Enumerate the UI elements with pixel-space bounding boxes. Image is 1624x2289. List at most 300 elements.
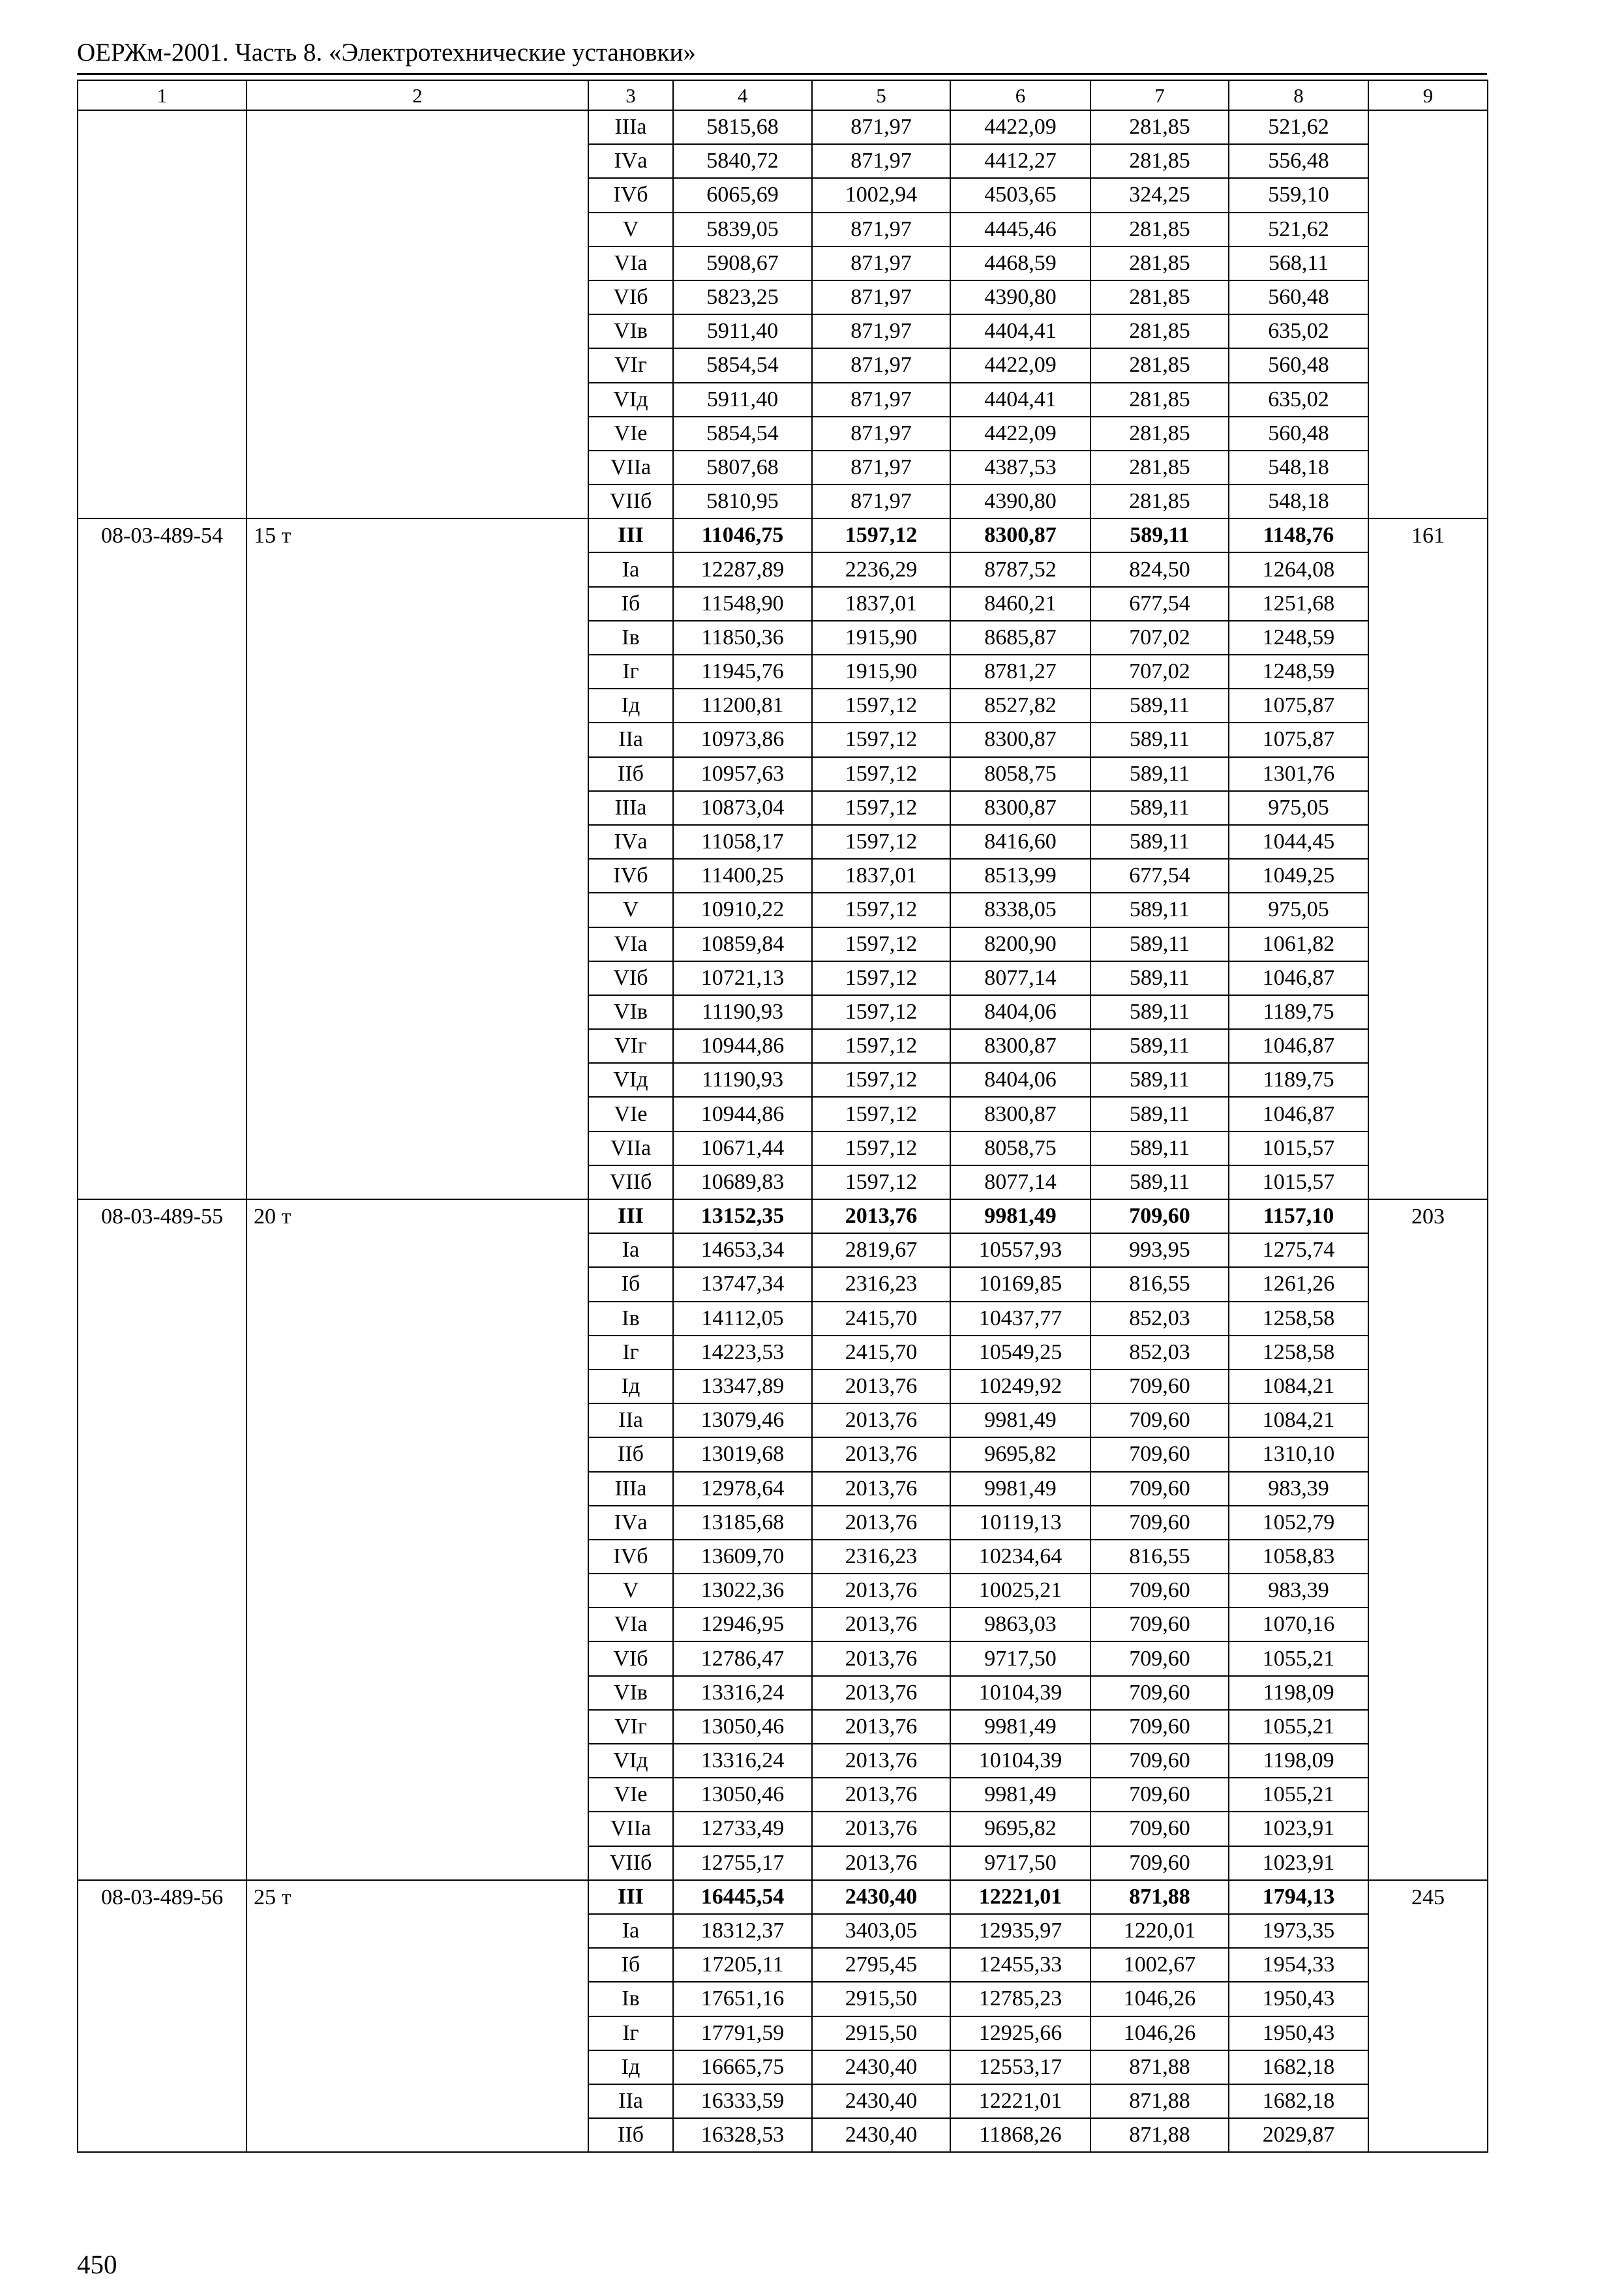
value-cell: 1046,87 bbox=[1229, 961, 1368, 995]
value-cell: 589,11 bbox=[1090, 893, 1229, 927]
value-cell: 1597,12 bbox=[812, 791, 950, 825]
table-row bbox=[78, 1199, 1488, 1233]
value-cell: 709,60 bbox=[1090, 1710, 1229, 1744]
value-cell: 2013,76 bbox=[812, 1778, 950, 1812]
value-cell: 975,05 bbox=[1229, 791, 1368, 825]
value-cell: 871,97 bbox=[812, 451, 950, 485]
value-cell: 5911,40 bbox=[673, 383, 812, 417]
value-cell: 9981,49 bbox=[950, 1403, 1090, 1437]
zone-cell: VIа bbox=[588, 247, 673, 280]
value-cell: 677,54 bbox=[1090, 587, 1229, 621]
zone-cell: IVа bbox=[588, 144, 673, 178]
value-cell: 871,88 bbox=[1090, 1880, 1229, 1914]
value-cell: 13079,46 bbox=[673, 1403, 812, 1437]
value-cell: 1015,57 bbox=[1229, 1165, 1368, 1199]
value-cell: 2013,76 bbox=[812, 1437, 950, 1471]
value-cell: 983,39 bbox=[1229, 1472, 1368, 1506]
value-cell: 11046,75 bbox=[673, 518, 812, 552]
value-cell: 677,54 bbox=[1090, 859, 1229, 893]
zone-cell: Iд bbox=[588, 1369, 673, 1403]
table-row bbox=[78, 110, 1488, 144]
value-cell: 4404,41 bbox=[950, 383, 1090, 417]
value-cell: 852,03 bbox=[1090, 1336, 1229, 1369]
value-cell: 2236,29 bbox=[812, 552, 950, 586]
value-cell: 871,97 bbox=[812, 314, 950, 348]
value-cell: 1002,94 bbox=[812, 178, 950, 212]
value-cell: 13050,46 bbox=[673, 1710, 812, 1744]
value-cell: 1837,01 bbox=[812, 587, 950, 621]
zone-cell: VIг bbox=[588, 348, 673, 382]
value-cell: 4404,41 bbox=[950, 314, 1090, 348]
value-cell: 281,85 bbox=[1090, 417, 1229, 451]
value-cell: 10249,92 bbox=[950, 1369, 1090, 1403]
value-cell: 1189,75 bbox=[1229, 995, 1368, 1029]
value-cell: 12755,17 bbox=[673, 1846, 812, 1880]
page-number: 450 bbox=[77, 2249, 117, 2279]
value-cell: 1597,12 bbox=[812, 1029, 950, 1063]
rate-spec-cell: 25 т bbox=[247, 1880, 588, 2153]
value-cell: 709,60 bbox=[1090, 1846, 1229, 1880]
value-cell: 14112,05 bbox=[673, 1302, 812, 1336]
value-cell: 1198,09 bbox=[1229, 1744, 1368, 1778]
value-cell: 1973,35 bbox=[1229, 1914, 1368, 1948]
zone-cell: IVб bbox=[588, 178, 673, 212]
value-cell: 1148,76 bbox=[1229, 518, 1368, 552]
value-cell: 556,48 bbox=[1229, 144, 1368, 178]
value-cell: 2013,76 bbox=[812, 1574, 950, 1608]
value-cell: 1597,12 bbox=[812, 757, 950, 791]
value-cell: 4387,53 bbox=[950, 451, 1090, 485]
value-cell: 12946,95 bbox=[673, 1608, 812, 1641]
value-cell: 1046,26 bbox=[1090, 1982, 1229, 2016]
value-cell: 2915,50 bbox=[812, 1982, 950, 2016]
value-cell: 12786,47 bbox=[673, 1641, 812, 1675]
header-rule bbox=[77, 73, 1487, 75]
value-cell: 709,60 bbox=[1090, 1199, 1229, 1233]
zone-cell: VIIа bbox=[588, 451, 673, 485]
value-cell: 4422,09 bbox=[950, 110, 1090, 144]
value-cell: 2013,76 bbox=[812, 1846, 950, 1880]
value-cell: 10549,25 bbox=[950, 1336, 1090, 1369]
value-cell: 281,85 bbox=[1090, 348, 1229, 382]
col9-cell: 203 bbox=[1368, 1199, 1488, 1880]
value-cell: 1258,58 bbox=[1229, 1336, 1368, 1369]
value-cell: 12287,89 bbox=[673, 552, 812, 586]
value-cell: 14223,53 bbox=[673, 1336, 812, 1369]
value-cell: 521,62 bbox=[1229, 213, 1368, 247]
value-cell: 871,97 bbox=[812, 110, 950, 144]
column-number-row bbox=[78, 80, 1488, 110]
value-cell: 2316,23 bbox=[812, 1267, 950, 1301]
value-cell: 2013,76 bbox=[812, 1369, 950, 1403]
value-cell: 2013,76 bbox=[812, 1608, 950, 1641]
value-cell: 1084,21 bbox=[1229, 1369, 1368, 1403]
zone-cell: IIа bbox=[588, 723, 673, 756]
value-cell: 589,11 bbox=[1090, 723, 1229, 756]
value-cell: 709,60 bbox=[1090, 1676, 1229, 1710]
value-cell: 8416,60 bbox=[950, 825, 1090, 859]
value-cell: 5807,68 bbox=[673, 451, 812, 485]
value-cell: 4390,80 bbox=[950, 485, 1090, 518]
zone-cell: VIд bbox=[588, 383, 673, 417]
zone-cell: VIе bbox=[588, 417, 673, 451]
value-cell: 16445,54 bbox=[673, 1880, 812, 1914]
value-cell: 1189,75 bbox=[1229, 1063, 1368, 1097]
value-cell: 1597,12 bbox=[812, 1097, 950, 1131]
value-cell: 2415,70 bbox=[812, 1336, 950, 1369]
value-cell: 2029,87 bbox=[1229, 2118, 1368, 2152]
zone-cell: IIа bbox=[588, 2084, 673, 2118]
value-cell: 8300,87 bbox=[950, 723, 1090, 756]
value-cell: 10671,44 bbox=[673, 1131, 812, 1165]
zone-cell: VIа bbox=[588, 927, 673, 961]
zone-cell: IIб bbox=[588, 2118, 673, 2152]
zone-cell: IVб bbox=[588, 859, 673, 893]
value-cell: 16328,53 bbox=[673, 2118, 812, 2152]
zone-cell: IVа bbox=[588, 1506, 673, 1540]
value-cell: 2430,40 bbox=[812, 1880, 950, 1914]
zone-cell: VIв bbox=[588, 314, 673, 348]
value-cell: 5911,40 bbox=[673, 314, 812, 348]
zone-cell: VIIа bbox=[588, 1812, 673, 1846]
value-cell: 16665,75 bbox=[673, 2050, 812, 2084]
zone-cell: IIIа bbox=[588, 791, 673, 825]
zone-cell: Iг bbox=[588, 655, 673, 689]
value-cell: 1055,21 bbox=[1229, 1641, 1368, 1675]
value-cell: 1597,12 bbox=[812, 995, 950, 1029]
value-cell: 4503,65 bbox=[950, 178, 1090, 212]
value-cell: 1084,21 bbox=[1229, 1403, 1368, 1437]
value-cell: 871,97 bbox=[812, 280, 950, 314]
value-cell: 2430,40 bbox=[812, 2050, 950, 2084]
value-cell: 13609,70 bbox=[673, 1540, 812, 1574]
value-cell: 1251,68 bbox=[1229, 587, 1368, 621]
value-cell: 1157,10 bbox=[1229, 1199, 1368, 1233]
value-cell: 2013,76 bbox=[812, 1403, 950, 1437]
value-cell: 8781,27 bbox=[950, 655, 1090, 689]
value-cell: 1258,58 bbox=[1229, 1302, 1368, 1336]
value-cell: 709,60 bbox=[1090, 1812, 1229, 1846]
value-cell: 1002,67 bbox=[1090, 1948, 1229, 1982]
zone-cell: III bbox=[588, 518, 673, 552]
zone-cell: IIIа bbox=[588, 1472, 673, 1506]
value-cell: 589,11 bbox=[1090, 1165, 1229, 1199]
value-cell: 568,11 bbox=[1229, 247, 1368, 280]
value-cell: 10119,13 bbox=[950, 1506, 1090, 1540]
value-cell: 559,10 bbox=[1229, 178, 1368, 212]
zone-cell: IIб bbox=[588, 757, 673, 791]
value-cell: 11190,93 bbox=[673, 1063, 812, 1097]
value-cell: 9981,49 bbox=[950, 1472, 1090, 1506]
value-cell: 589,11 bbox=[1090, 1063, 1229, 1097]
value-cell: 709,60 bbox=[1090, 1574, 1229, 1608]
value-cell: 10169,85 bbox=[950, 1267, 1090, 1301]
value-cell: 8404,06 bbox=[950, 1063, 1090, 1097]
value-cell: 17791,59 bbox=[673, 2016, 812, 2050]
value-cell: 8077,14 bbox=[950, 961, 1090, 995]
value-cell: 14653,34 bbox=[673, 1233, 812, 1267]
value-cell: 13050,46 bbox=[673, 1778, 812, 1812]
value-cell: 589,11 bbox=[1090, 961, 1229, 995]
value-cell: 589,11 bbox=[1090, 1131, 1229, 1165]
value-cell: 10689,83 bbox=[673, 1165, 812, 1199]
value-cell: 1075,87 bbox=[1229, 723, 1368, 756]
value-cell: 1954,33 bbox=[1229, 1948, 1368, 1982]
zone-cell: VIг bbox=[588, 1710, 673, 1744]
value-cell: 589,11 bbox=[1090, 757, 1229, 791]
value-cell: 10944,86 bbox=[673, 1097, 812, 1131]
value-cell: 871,88 bbox=[1090, 2050, 1229, 2084]
rates-table bbox=[77, 80, 1488, 2153]
value-cell: 1915,90 bbox=[812, 621, 950, 655]
value-cell: 10873,04 bbox=[673, 791, 812, 825]
rate-spec-cell bbox=[247, 110, 588, 518]
value-cell: 589,11 bbox=[1090, 689, 1229, 723]
value-cell: 5854,54 bbox=[673, 348, 812, 382]
value-cell: 1794,13 bbox=[1229, 1880, 1368, 1914]
value-cell: 1058,83 bbox=[1229, 1540, 1368, 1574]
value-cell: 709,60 bbox=[1090, 1472, 1229, 1506]
value-cell: 2013,76 bbox=[812, 1641, 950, 1675]
zone-cell: Iг bbox=[588, 2016, 673, 2050]
value-cell: 10025,21 bbox=[950, 1574, 1090, 1608]
value-cell: 11945,76 bbox=[673, 655, 812, 689]
value-cell: 871,97 bbox=[812, 417, 950, 451]
value-cell: 8300,87 bbox=[950, 518, 1090, 552]
value-cell: 11548,90 bbox=[673, 587, 812, 621]
value-cell: 13747,34 bbox=[673, 1267, 812, 1301]
rate-code-cell: 08-03-489-56 bbox=[78, 1880, 247, 2153]
zone-cell: IVа bbox=[588, 825, 673, 859]
zone-cell: VIб bbox=[588, 1641, 673, 1675]
value-cell: 10859,84 bbox=[673, 927, 812, 961]
rate-spec-cell: 15 т bbox=[247, 518, 588, 1199]
zone-cell: Iв bbox=[588, 1982, 673, 2016]
zone-cell: Iг bbox=[588, 1336, 673, 1369]
value-cell: 871,88 bbox=[1090, 2118, 1229, 2152]
zone-cell: Iв bbox=[588, 621, 673, 655]
value-cell: 852,03 bbox=[1090, 1302, 1229, 1336]
value-cell: 1597,12 bbox=[812, 723, 950, 756]
value-cell: 12733,49 bbox=[673, 1812, 812, 1846]
value-cell: 8685,87 bbox=[950, 621, 1090, 655]
value-cell: 11190,93 bbox=[673, 995, 812, 1029]
column-number: 6 bbox=[950, 80, 1090, 110]
value-cell: 993,95 bbox=[1090, 1233, 1229, 1267]
zone-cell: V bbox=[588, 893, 673, 927]
value-cell: 5839,05 bbox=[673, 213, 812, 247]
value-cell: 2316,23 bbox=[812, 1540, 950, 1574]
value-cell: 1046,26 bbox=[1090, 2016, 1229, 2050]
zone-cell: III bbox=[588, 1199, 673, 1233]
value-cell: 9695,82 bbox=[950, 1437, 1090, 1471]
value-cell: 1049,25 bbox=[1229, 859, 1368, 893]
value-cell: 12221,01 bbox=[950, 1880, 1090, 1914]
value-cell: 709,60 bbox=[1090, 1403, 1229, 1437]
value-cell: 589,11 bbox=[1090, 1029, 1229, 1063]
value-cell: 589,11 bbox=[1090, 518, 1229, 552]
value-cell: 1261,26 bbox=[1229, 1267, 1368, 1301]
value-cell: 13316,24 bbox=[673, 1676, 812, 1710]
value-cell: 9717,50 bbox=[950, 1641, 1090, 1675]
value-cell: 10234,64 bbox=[950, 1540, 1090, 1574]
value-cell: 1023,91 bbox=[1229, 1846, 1368, 1880]
value-cell: 5810,95 bbox=[673, 485, 812, 518]
table-row bbox=[78, 518, 1488, 552]
zone-cell: VIIб bbox=[588, 485, 673, 518]
zone-cell: VIв bbox=[588, 995, 673, 1029]
value-cell: 9717,50 bbox=[950, 1846, 1090, 1880]
value-cell: 871,97 bbox=[812, 247, 950, 280]
value-cell: 521,62 bbox=[1229, 110, 1368, 144]
value-cell: 11058,17 bbox=[673, 825, 812, 859]
value-cell: 6065,69 bbox=[673, 178, 812, 212]
value-cell: 2013,76 bbox=[812, 1744, 950, 1778]
value-cell: 5815,68 bbox=[673, 110, 812, 144]
value-cell: 1915,90 bbox=[812, 655, 950, 689]
value-cell: 17651,16 bbox=[673, 1982, 812, 2016]
value-cell: 13347,89 bbox=[673, 1369, 812, 1403]
zone-cell: VIд bbox=[588, 1744, 673, 1778]
value-cell: 10557,93 bbox=[950, 1233, 1090, 1267]
value-cell: 1950,43 bbox=[1229, 1982, 1368, 2016]
value-cell: 871,97 bbox=[812, 144, 950, 178]
value-cell: 281,85 bbox=[1090, 451, 1229, 485]
value-cell: 2795,45 bbox=[812, 1948, 950, 1982]
value-cell: 709,60 bbox=[1090, 1744, 1229, 1778]
value-cell: 548,18 bbox=[1229, 451, 1368, 485]
zone-cell: IIIа bbox=[588, 110, 673, 144]
value-cell: 2819,67 bbox=[812, 1233, 950, 1267]
page-header: ОЕРЖм-2001. Часть 8. «Электротехнические установки» bbox=[77, 38, 696, 67]
value-cell: 1061,82 bbox=[1229, 927, 1368, 961]
value-cell: 281,85 bbox=[1090, 314, 1229, 348]
value-cell: 2013,76 bbox=[812, 1199, 950, 1233]
value-cell: 8300,87 bbox=[950, 1097, 1090, 1131]
zone-cell: Iд bbox=[588, 2050, 673, 2084]
column-number: 5 bbox=[812, 80, 950, 110]
value-cell: 1950,43 bbox=[1229, 2016, 1368, 2050]
column-number: 8 bbox=[1229, 80, 1368, 110]
zone-cell: Iб bbox=[588, 1948, 673, 1982]
value-cell: 1597,12 bbox=[812, 825, 950, 859]
value-cell: 12978,64 bbox=[673, 1472, 812, 1506]
value-cell: 324,25 bbox=[1090, 178, 1229, 212]
value-cell: 10957,63 bbox=[673, 757, 812, 791]
value-cell: 12935,97 bbox=[950, 1914, 1090, 1948]
value-cell: 13316,24 bbox=[673, 1744, 812, 1778]
value-cell: 281,85 bbox=[1090, 144, 1229, 178]
value-cell: 1015,57 bbox=[1229, 1131, 1368, 1165]
value-cell: 709,60 bbox=[1090, 1608, 1229, 1641]
value-cell: 871,97 bbox=[812, 485, 950, 518]
value-cell: 2013,76 bbox=[812, 1710, 950, 1744]
value-cell: 12221,01 bbox=[950, 2084, 1090, 2118]
value-cell: 8338,05 bbox=[950, 893, 1090, 927]
value-cell: 8404,06 bbox=[950, 995, 1090, 1029]
value-cell: 9981,49 bbox=[950, 1199, 1090, 1233]
value-cell: 871,97 bbox=[812, 213, 950, 247]
value-cell: 9863,03 bbox=[950, 1608, 1090, 1641]
value-cell: 1837,01 bbox=[812, 859, 950, 893]
value-cell: 1055,21 bbox=[1229, 1778, 1368, 1812]
value-cell: 10944,86 bbox=[673, 1029, 812, 1063]
value-cell: 13185,68 bbox=[673, 1506, 812, 1540]
value-cell: 8300,87 bbox=[950, 791, 1090, 825]
value-cell: 4422,09 bbox=[950, 417, 1090, 451]
rate-code-cell: 08-03-489-54 bbox=[78, 518, 247, 1199]
value-cell: 1052,79 bbox=[1229, 1506, 1368, 1540]
zone-cell: VIIб bbox=[588, 1846, 673, 1880]
value-cell: 589,11 bbox=[1090, 1097, 1229, 1131]
value-cell: 4390,80 bbox=[950, 280, 1090, 314]
zone-cell: VIд bbox=[588, 1063, 673, 1097]
rate-spec-cell: 20 т bbox=[247, 1199, 588, 1880]
value-cell: 707,02 bbox=[1090, 621, 1229, 655]
value-cell: 9981,49 bbox=[950, 1710, 1090, 1744]
value-cell: 281,85 bbox=[1090, 247, 1229, 280]
value-cell: 18312,37 bbox=[673, 1914, 812, 1948]
value-cell: 8200,90 bbox=[950, 927, 1090, 961]
value-cell: 589,11 bbox=[1090, 927, 1229, 961]
value-cell: 13019,68 bbox=[673, 1437, 812, 1471]
value-cell: 2430,40 bbox=[812, 2118, 950, 2152]
value-cell: 10721,13 bbox=[673, 961, 812, 995]
value-cell: 709,60 bbox=[1090, 1778, 1229, 1812]
value-cell: 16333,59 bbox=[673, 2084, 812, 2118]
value-cell: 1301,76 bbox=[1229, 757, 1368, 791]
value-cell: 1597,12 bbox=[812, 689, 950, 723]
value-cell: 709,60 bbox=[1090, 1641, 1229, 1675]
value-cell: 1597,12 bbox=[812, 1063, 950, 1097]
value-cell: 8527,82 bbox=[950, 689, 1090, 723]
value-cell: 9981,49 bbox=[950, 1778, 1090, 1812]
value-cell: 635,02 bbox=[1229, 383, 1368, 417]
value-cell: 983,39 bbox=[1229, 1574, 1368, 1608]
value-cell: 1682,18 bbox=[1229, 2050, 1368, 2084]
column-number: 7 bbox=[1090, 80, 1229, 110]
value-cell: 8513,99 bbox=[950, 859, 1090, 893]
value-cell: 8058,75 bbox=[950, 1131, 1090, 1165]
zone-cell: VIIб bbox=[588, 1165, 673, 1199]
value-cell: 1597,12 bbox=[812, 518, 950, 552]
value-cell: 10973,86 bbox=[673, 723, 812, 756]
value-cell: 5840,72 bbox=[673, 144, 812, 178]
value-cell: 12553,17 bbox=[950, 2050, 1090, 2084]
value-cell: 10104,39 bbox=[950, 1744, 1090, 1778]
value-cell: 589,11 bbox=[1090, 791, 1229, 825]
value-cell: 1023,91 bbox=[1229, 1812, 1368, 1846]
value-cell: 2430,40 bbox=[812, 2084, 950, 2118]
value-cell: 871,88 bbox=[1090, 2084, 1229, 2118]
value-cell: 5854,54 bbox=[673, 417, 812, 451]
value-cell: 824,50 bbox=[1090, 552, 1229, 586]
value-cell: 707,02 bbox=[1090, 655, 1229, 689]
value-cell: 1264,08 bbox=[1229, 552, 1368, 586]
value-cell: 1248,59 bbox=[1229, 655, 1368, 689]
value-cell: 709,60 bbox=[1090, 1369, 1229, 1403]
value-cell: 1275,74 bbox=[1229, 1233, 1368, 1267]
value-cell: 1310,10 bbox=[1229, 1437, 1368, 1471]
value-cell: 560,48 bbox=[1229, 348, 1368, 382]
value-cell: 1044,45 bbox=[1229, 825, 1368, 859]
value-cell: 4445,46 bbox=[950, 213, 1090, 247]
value-cell: 1597,12 bbox=[812, 893, 950, 927]
value-cell: 11200,81 bbox=[673, 689, 812, 723]
value-cell: 12925,66 bbox=[950, 2016, 1090, 2050]
value-cell: 13022,36 bbox=[673, 1574, 812, 1608]
zone-cell: VIб bbox=[588, 280, 673, 314]
